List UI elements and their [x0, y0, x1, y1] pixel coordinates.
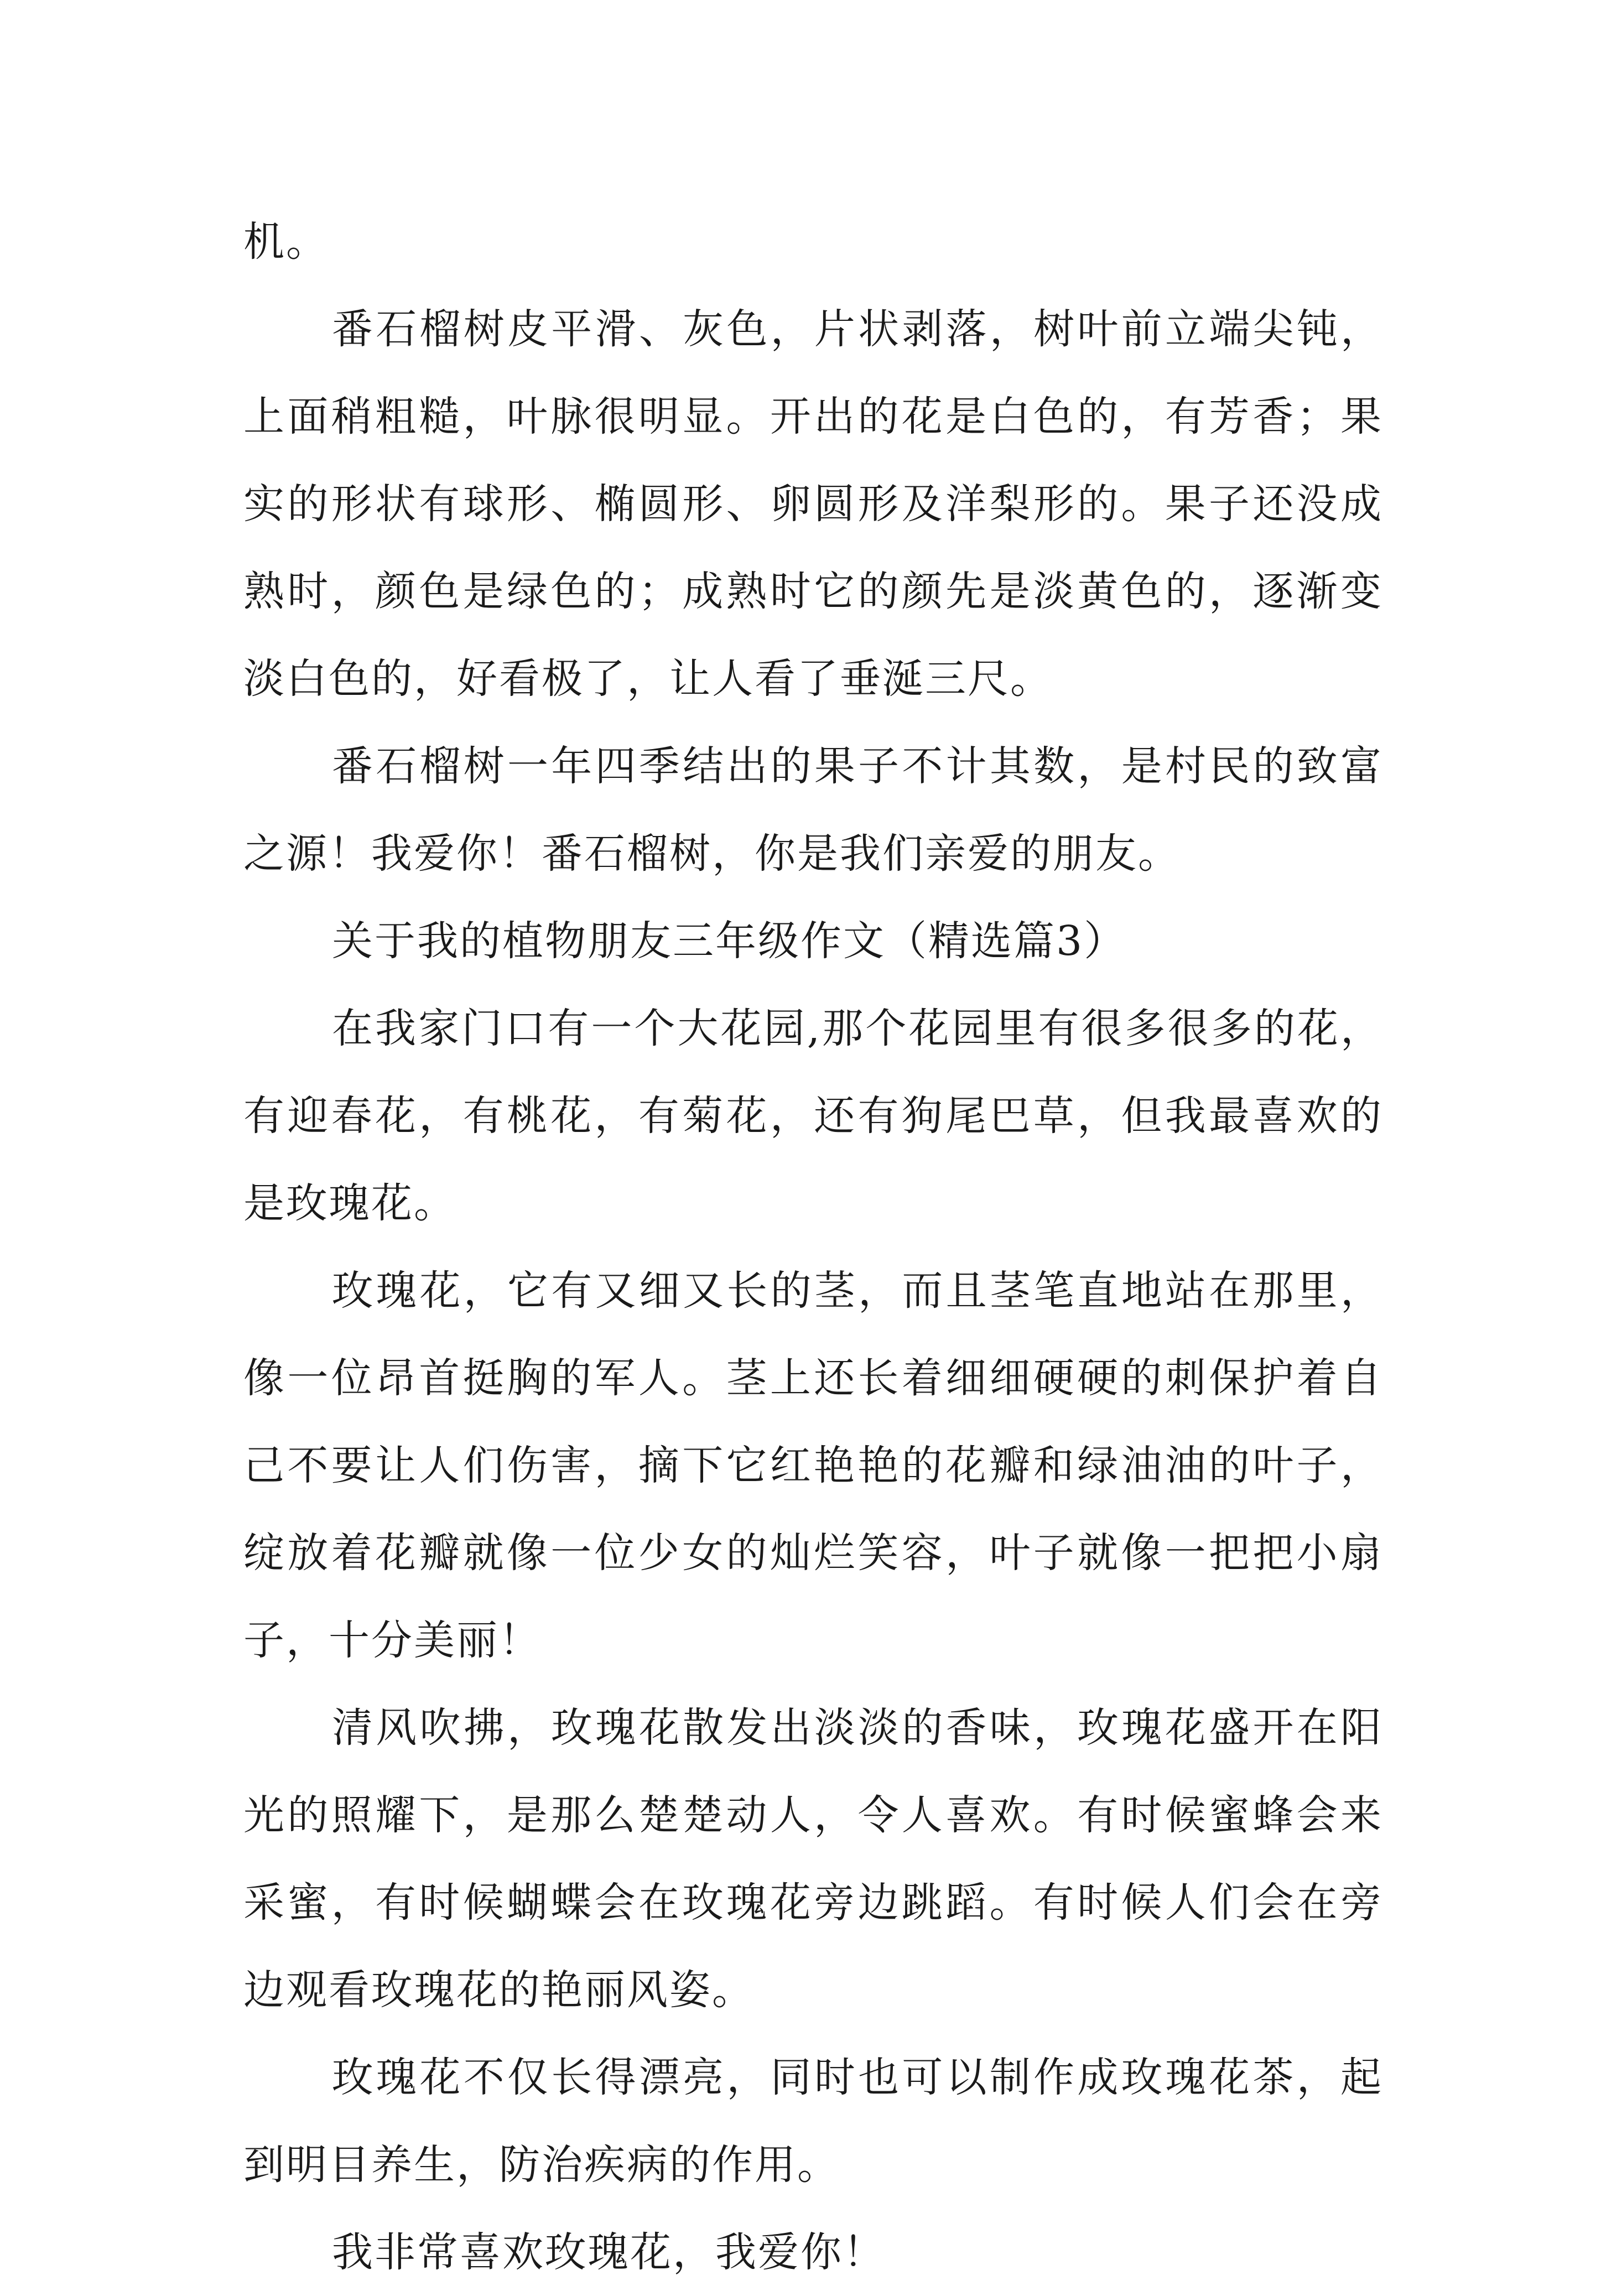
paragraph-rose-fragrance: 清风吹拂，玫瑰花散发出淡淡的香味，玫瑰花盛开在阳光的照耀下，是那么楚楚动人，令人喜欢。有时候蜜蜂会来采蜜，有时候蝴蝶会在玫瑰花旁边跳蹈。有时候人们会在旁边观看玫瑰花的艳丽风姿。 — [243, 1704, 1383, 2014]
paragraph-rose-description: 玫瑰花，它有又细又长的茎，而且茎笔直地站在那里，像一位昂首挺胸的军人。茎上还长着细细硬硬的刺保护着自己不要让人们伤害，摘下它红艳艳的花瓣和绿油油的叶子，绽放着花瓣就像一位少女的灿烂笑容，叶子就像一把把小扇子，十分美丽！ — [243, 1267, 1383, 1664]
section-heading: 关于我的植物朋友三年级作文（精选篇3） — [332, 917, 1127, 965]
document-body — [243, 198, 1383, 2296]
paragraph-guava-appearance: 番石榴树皮平滑、灰色，片状剥落，树叶前立端尖钝，上面稍粗糙，叶脉很明显。开出的花是白色的，有芳香；果实的形状有球形、椭圆形、卵圆形及洋梨形的。果子还没成熟时，颜色是绿色的；成熟时它的颜先是淡黄色的，逐渐变淡白色的，好看极了，让人看了垂涎三尺。 — [243, 305, 1383, 703]
paragraph-garden: 在我家门口有一个大花园,那个花园里有很多很多的花，有迎春花，有桃花，有菊花，还有狗尾巴草，但我最喜欢的是玫瑰花。 — [243, 1005, 1383, 1227]
paragraph-closing: 我非常喜欢玫瑰花，我爱你！ — [332, 2229, 886, 2276]
paragraph-continuation: 机。 — [243, 218, 329, 266]
paragraph-guava-fruit: 番石榴树一年四季结出的果子不计其数，是村民的致富之源！我爱你！番石榴树，你是我们亲爱的朋友。 — [243, 742, 1383, 877]
paragraph-rose-tea: 玫瑰花不仅长得漂亮，同时也可以制作成玫瑰花茶，起到明目养生，防治疾病的作用。 — [243, 2054, 1383, 2189]
